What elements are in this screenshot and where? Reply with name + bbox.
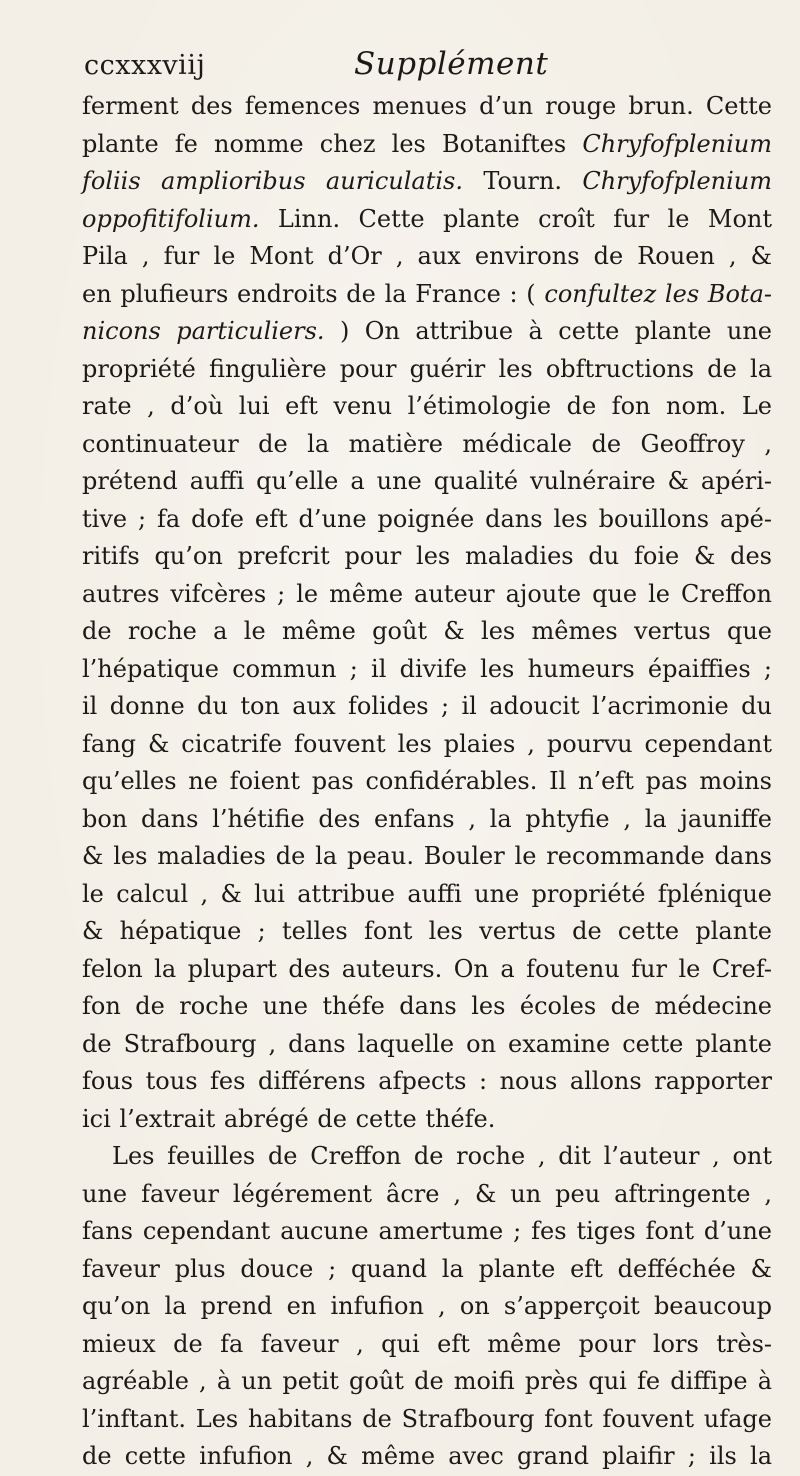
text-run: propriété fingulière pour guérir les obftructions de la	[82, 354, 772, 383]
text-line	[82, 838, 772, 876]
text-line	[82, 913, 772, 951]
text-run: l’hépatique commun ; il divife les humeurs épaiffies ;	[82, 654, 772, 683]
text-run: tive ; fa dofe eft d’une poignée dans les bouillons apé-	[82, 504, 772, 533]
text-line	[82, 1138, 772, 1176]
text-run: fang & cicatrife fouvent les plaies , pourvu cependant	[82, 729, 772, 758]
text-line	[82, 688, 772, 726]
text-run: felon la plupart des auteurs. On a foutenu fur le Cref-	[82, 954, 772, 983]
text-run: plante fe nomme chez les Botaniftes	[82, 129, 583, 158]
text-run: fans cependant aucune amertume ; fes tiges font d’une	[82, 1217, 772, 1245]
text-run: faveur plus douce ; quand la plante eft defféchée &	[82, 1254, 772, 1283]
text-line	[82, 538, 772, 576]
text-run: Les feuilles de Creffon de roche , dit l’auteur , ont	[112, 1142, 772, 1170]
text-run: de Strafbourg , dans laquelle on examine cette plante	[82, 1029, 772, 1058]
text-run: ritifs qu’on prefcrit pour les maladies du foie & des	[82, 542, 772, 570]
text-run: Linn. Cette plante croît fur le Mont	[259, 204, 772, 233]
text-run: Pila , fur le Mont d’Or , aux environs de Rouen , &	[82, 242, 772, 270]
text-line	[82, 313, 772, 351]
text-line	[82, 426, 772, 464]
text-run: de roche a le même goût & les mêmes vertus que	[82, 617, 772, 645]
text-run: une faveur légérement âcre , & un peu aftringente ,	[82, 1179, 772, 1208]
text-line	[82, 876, 772, 914]
text-line	[82, 463, 772, 501]
text-run: Tourn.	[463, 167, 583, 195]
paragraph	[82, 88, 772, 1138]
text-line	[82, 1176, 772, 1214]
text-line	[82, 201, 772, 239]
text-line	[82, 501, 772, 539]
italic-text: Chryfofplenium	[582, 167, 772, 195]
text-run: qu’elles ne foient pas confidérables. Il n’eft pas moins	[82, 767, 772, 795]
text-line	[82, 988, 772, 1026]
italic-text: nicons particuliers.	[82, 317, 325, 345]
text-line	[82, 163, 772, 201]
text-run: mieux de fa faveur , qui eft même pour lors très-	[82, 1329, 772, 1358]
italic-text: oppofitifolium.	[82, 204, 260, 233]
text-line	[82, 763, 772, 801]
text-run: autres vifcères ; le même auteur ajoute que le Creffon	[82, 579, 772, 608]
text-line	[82, 88, 772, 126]
text-run: en plufieurs endroits de la France : (	[82, 279, 545, 308]
text-run: prétend auffi qu’elle a une qualité vulnéraire & apéri-	[82, 467, 772, 495]
text-line	[82, 951, 772, 989]
text-line	[82, 1213, 772, 1251]
text-line	[82, 1401, 772, 1439]
running-title: Supplément	[354, 46, 549, 82]
text-run: bon dans l’hétifie des enfans , la phtyfie , la jauniffe	[82, 804, 772, 833]
text-run: ferment des femences menues d’un rouge brun. Cette	[82, 92, 772, 120]
text-run: l’inftant. Les habitans de Strafbourg font fouvent ufage	[82, 1404, 772, 1433]
text-run: qu’on la prend en infufion , on s’apperçoit beaucoup	[82, 1292, 772, 1320]
text-run: ici l’extrait abrégé de cette théfe.	[82, 1104, 496, 1133]
paragraph	[82, 1138, 772, 1476]
text-run: le calcul , & lui attribue auffi une propriété fplénique	[82, 879, 772, 908]
text-line	[82, 576, 772, 614]
text-run: & les maladies de la peau. Bouler le recommande dans	[82, 842, 772, 870]
text-run: fon de roche une théfe dans les écoles de médecine	[82, 992, 772, 1020]
text-line	[82, 1363, 772, 1401]
text-line	[82, 726, 772, 764]
text-run: de cette infufion , & même avec grand plaifir ; ils la	[82, 1442, 772, 1470]
text-run: continuateur de la matière médicale de Geoffroy ,	[82, 429, 772, 458]
text-line	[82, 238, 772, 276]
text-line	[82, 801, 772, 839]
body-text	[82, 88, 772, 1476]
italic-text: foliis amplioribus auriculatis.	[82, 167, 463, 195]
text-line	[82, 1063, 772, 1101]
text-line	[82, 613, 772, 651]
text-line	[82, 651, 772, 689]
text-run: fous tous fes différens afpects : nous allons rapporter	[82, 1067, 772, 1095]
text-run: agréable , à un petit goût de moifi près qui fe diffipe à	[82, 1367, 772, 1395]
text-line	[82, 1026, 772, 1064]
text-line	[82, 1288, 772, 1326]
italic-text: confultez les Bota-	[544, 279, 772, 308]
text-line	[82, 351, 772, 389]
text-run: & hépatique ; telles font les vertus de cette plante	[82, 917, 772, 945]
text-run: il donne du ton aux folides ; il adoucit l’acrimonie du	[82, 692, 772, 720]
text-line	[82, 126, 772, 164]
text-line	[82, 1251, 772, 1289]
page-header	[82, 40, 772, 88]
text-run: ) On attribue à cette plante une	[324, 317, 772, 345]
italic-text: Chryfofplenium	[582, 129, 772, 158]
text-line	[82, 1101, 772, 1139]
text-run: rate , d’où lui eft venu l’étimologie de fon nom. Le	[82, 392, 772, 420]
text-line	[82, 388, 772, 426]
text-line	[82, 1326, 772, 1364]
text-line	[82, 276, 772, 314]
page-number: ccxxxviij	[84, 50, 206, 81]
